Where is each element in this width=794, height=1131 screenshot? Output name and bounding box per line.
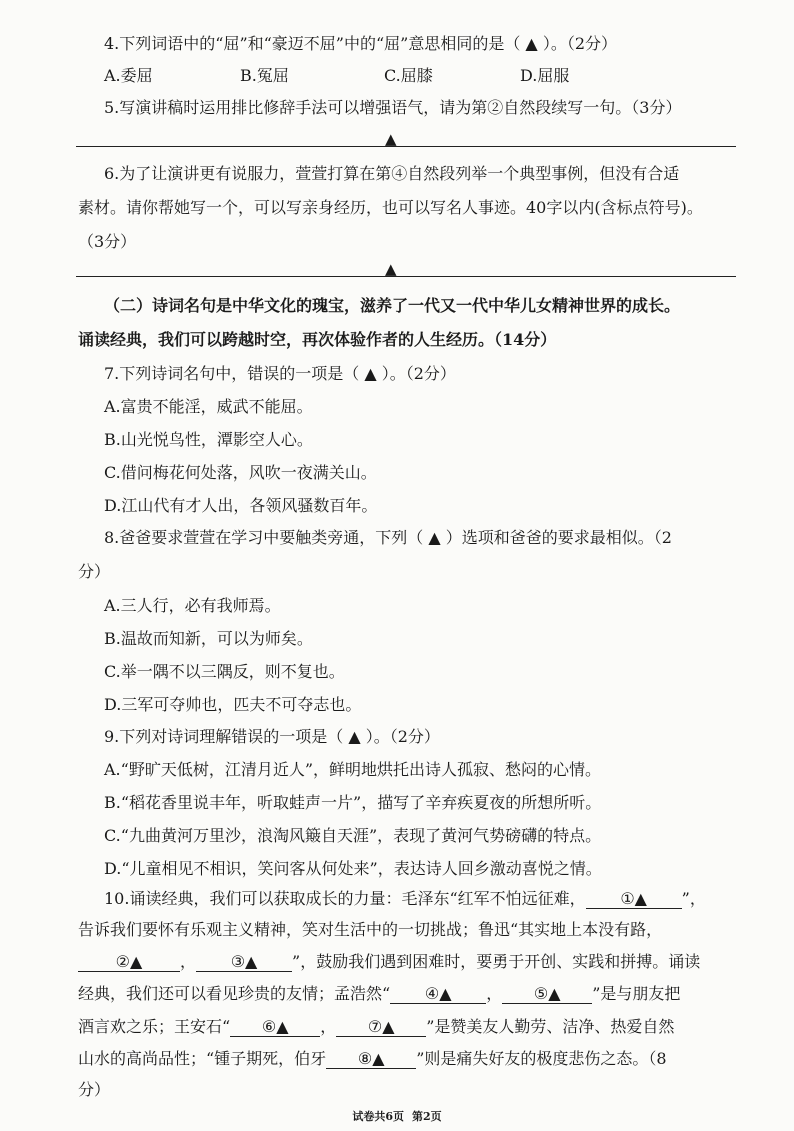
q10-blank-8[interactable]: ⑧▲ xyxy=(326,1050,416,1069)
q10-line6 xyxy=(78,1049,667,1069)
q8-option-c: C.举一隅不以三隅反，则不复也。 xyxy=(104,662,345,681)
q8-option-a: A.三人行，必有我师焉。 xyxy=(104,596,281,615)
q10-line2: 告诉我们要怀有乐观主义精神，笑对生活中的一切挑战；鲁迅“其实地上本没有路， xyxy=(78,920,663,939)
q4-option-a: A.委屈 xyxy=(104,66,153,85)
q10-blank-4[interactable]: ④▲ xyxy=(390,985,486,1004)
q4-stem: 4.下列词语中的“屈”和“豪迈不屈”中的“屈”意思相同的是（ ▲ ）。（2分） xyxy=(104,34,618,53)
q10-line5 xyxy=(78,1017,674,1037)
q10-text-4b: ， xyxy=(486,984,503,1003)
q7-stem: 7.下列诗词名句中，错误的一项是（ ▲ ）。（2分） xyxy=(104,364,456,383)
q10-text-3a: ， xyxy=(180,952,197,971)
q10-line4 xyxy=(78,984,680,1004)
q10-text-4a: 经典，我们还可以看见珍贵的友情；孟浩然“ xyxy=(78,984,391,1003)
q8-option-d: D.三军可夺帅也，匹夫不可夺志也。 xyxy=(104,695,362,714)
q5-stem: 5.写演讲稿时运用排比修辞手法可以增强语气，请为第②自然段续写一句。（3分） xyxy=(104,98,682,117)
q7-option-b: B.山光悦鸟性，潭影空人心。 xyxy=(104,430,313,449)
q10-blank-6[interactable]: ⑥▲ xyxy=(230,1018,320,1037)
q10-text-1a: 10.诵读经典，我们可以获取成长的力量：毛泽东“红军不怕远征难， xyxy=(104,889,586,908)
q4-option-d: D.屈服 xyxy=(520,66,570,85)
footer-page-number: 第2页 xyxy=(412,1110,442,1123)
footer-total-pages: 试卷共6页 xyxy=(352,1110,404,1123)
q10-text-1b: ”， xyxy=(681,889,706,908)
q6-line1: 6.为了让演讲更有说服力，萱萱打算在第④自然段列举一个典型事例，但没有合适 xyxy=(104,164,680,183)
q10-blank-3[interactable]: ③▲ xyxy=(196,953,292,972)
q10-text-5a: 酒言欢之乐；王安石“ xyxy=(78,1017,231,1036)
q9-stem: 9.下列对诗词理解错误的一项是（ ▲ ）。（2分） xyxy=(104,727,440,746)
q6-answer-triangle-icon: ▲ xyxy=(385,260,397,278)
q8-stem-line2: 分） xyxy=(78,562,111,581)
q4-option-b: B.冤屈 xyxy=(240,66,289,85)
page-footer xyxy=(0,1108,794,1124)
q5-answer-line xyxy=(76,146,736,147)
q10-blank-7[interactable]: ⑦▲ xyxy=(336,1018,426,1037)
q10-text-4c: ”是与朋友把 xyxy=(592,984,681,1003)
q9-option-b: B.“稻花香里说丰年，听取蛙声一片”，描写了辛弃疾夏夜的所想所听。 xyxy=(104,793,602,812)
q5-answer-triangle-icon: ▲ xyxy=(385,130,397,148)
q10-line1 xyxy=(104,889,706,909)
q7-option-a: A.富贵不能淫，威武不能屈。 xyxy=(104,397,313,416)
q10-text-6a: 山水的高尚品性；“锺子期死，伯牙 xyxy=(78,1049,327,1068)
q8-stem-line1: 8.爸爸要求萱萱在学习中要触类旁通，下列（ ▲ ）选项和爸爸的要求最相似。（2 xyxy=(104,528,672,547)
q10-blank-5[interactable]: ⑤▲ xyxy=(502,985,592,1004)
q4-option-c: C.屈膝 xyxy=(384,66,433,85)
section2-heading-line2: 诵读经典，我们可以跨越时空，再次体验作者的人生经历。（14分） xyxy=(78,330,557,349)
q6-answer-line xyxy=(76,276,736,277)
q9-option-c: C.“九曲黄河万里沙，浪淘风簸自天涯”，表现了黄河气势磅礴的特点。 xyxy=(104,826,602,845)
q10-text-5b: ， xyxy=(320,1017,337,1036)
section2-heading-line1: （二）诗词名句是中华文化的瑰宝，滋养了一代又一代中华儿女精神世界的成长。 xyxy=(104,296,681,315)
q9-option-d: D.“儿童相见不相识，笑问客从何处来”，表达诗人回乡激动喜悦之情。 xyxy=(104,859,602,878)
q10-text-6b: ”则是痛失好友的极度悲伤之态。（8 xyxy=(416,1049,667,1068)
q6-line3: （3分） xyxy=(78,232,137,251)
q10-blank-2[interactable]: ②▲ xyxy=(78,953,180,972)
q7-option-d: D.江山代有才人出，各领风骚数百年。 xyxy=(104,496,378,515)
q10-line7: 分） xyxy=(78,1080,111,1099)
q10-blank-1[interactable]: ①▲ xyxy=(586,890,682,909)
q9-option-a: A.“野旷天低树，江清月近人”，鲜明地烘托出诗人孤寂、愁闷的心情。 xyxy=(104,760,602,779)
q7-option-c: C.借问梅花何处落，风吹一夜满关山。 xyxy=(104,463,377,482)
q6-line2: 素材。请你帮她写一个，可以写亲身经历，也可以写名人事迹。40字以内(含标点符号)。 xyxy=(78,198,703,217)
q8-option-b: B.温故而知新，可以为师矣。 xyxy=(104,629,313,648)
q10-line3 xyxy=(78,952,700,972)
q10-text-3b: ”，鼓励我们遇到困难时，要勇于开创、实践和拼搏。诵读 xyxy=(292,952,701,971)
q10-text-5c: ”是赞美友人勤劳、洁净、热爱自然 xyxy=(426,1017,675,1036)
